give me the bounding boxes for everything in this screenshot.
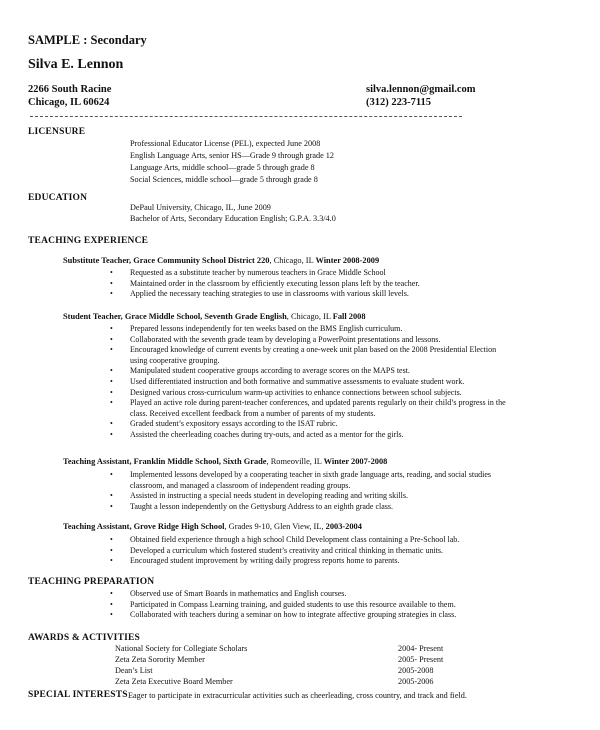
bullet-icon: • xyxy=(110,268,113,277)
award-dates: 2004- Present xyxy=(398,644,444,653)
bullet-icon: • xyxy=(110,556,113,566)
bullet-icon: • xyxy=(110,345,113,355)
list-item: • Developed a curriculum which fostered student’s creativity and critical thinking in thematic units. xyxy=(110,545,444,555)
list-item: • Assisted in instructing a special needs student in developing reading and writing skills. xyxy=(110,491,408,501)
list-item: • Observed use of Smart Boards in mathematics and English courses. xyxy=(110,589,347,598)
email: silva.lennon@gmail.com xyxy=(366,84,476,95)
job-role: Teaching Assistant, Franklin Middle School, Sixth Grade xyxy=(63,457,267,466)
bullet-icon: • xyxy=(110,289,113,299)
bullet-icon: • xyxy=(110,610,113,620)
award-dates: 2005-2008 xyxy=(398,666,434,675)
list-item: • Graded student’s expository essays according to the ISAT rubric. xyxy=(110,419,338,429)
list-item: • Assisted the cheerleading coaches during try-outs, and acted as a mentor for the girls. xyxy=(110,429,404,439)
list-item: classroom, and managed a classroom of independent reading groups. xyxy=(130,480,351,490)
licensure-line: English Language Arts, senior HS—Grade 9 through grade 12 xyxy=(130,151,334,160)
bullet-icon: • xyxy=(110,366,113,376)
award-dates: 2005-2006 xyxy=(398,677,434,686)
list-item: • Participated in Compass Learning training, and guided students to use this resource available to them. xyxy=(110,599,456,609)
list-item: • Taught a lesson independently on the Gettysburg Address to an eighth grade class. xyxy=(110,501,394,511)
list-item: • Collaborated with teachers during a seminar on how to integrate affective grouping strategies in class. xyxy=(110,610,457,620)
job-dates: Winter 2008-2009 xyxy=(315,256,380,265)
education-line: DePaul University, Chicago, IL, June 2009 xyxy=(130,203,271,212)
award-name: Zeta Zeta Executive Board Member xyxy=(115,677,233,686)
job-place: , Grades 9-10, Glen View, IL, xyxy=(224,522,326,531)
education-heading: EDUCATION xyxy=(28,193,88,203)
job-title xyxy=(63,457,387,466)
job-title xyxy=(63,256,379,265)
job-place: , Chicago, IL xyxy=(286,312,333,321)
preparation-bullets xyxy=(110,589,456,621)
bullet-icon: • xyxy=(110,599,113,609)
street-address: 2266 South Racine xyxy=(28,84,112,95)
licensure-heading: LICENSURE xyxy=(28,127,86,137)
job-role: Substitute Teacher, Grace Community School District 220 xyxy=(63,256,270,265)
bullet-icon: • xyxy=(110,324,113,333)
bullet-icon: • xyxy=(110,491,113,501)
bullet-icon: • xyxy=(110,545,113,555)
bullet-icon: • xyxy=(110,470,113,479)
teaching-experience-heading: TEACHING EXPERIENCE xyxy=(28,236,149,246)
bullet-icon: • xyxy=(110,429,113,439)
sample-label: SAMPLE : Secondary xyxy=(28,33,147,47)
awards-heading: AWARDS & ACTIVITIES xyxy=(28,633,141,643)
list-item: • Collaborated with the seventh grade team by developing a PowerPoint presentations and lessons. xyxy=(110,334,441,344)
job-bullets xyxy=(110,535,459,567)
phone: (312) 223-7115 xyxy=(366,97,432,108)
bullet-icon: • xyxy=(110,501,113,511)
bullet-icon: • xyxy=(110,387,113,397)
job-dates: Fall 2008 xyxy=(332,312,366,321)
bullet-icon: • xyxy=(110,419,113,429)
licensure-line: Language Arts, middle school—grade 5 through grade 8 xyxy=(130,163,315,172)
header-divider xyxy=(30,116,462,117)
list-item: • Used differentiated instruction and both formative and summative assessments to evaluate student work. xyxy=(110,376,465,386)
licensure-line: Professional Educator License (PEL), expected June 2008 xyxy=(130,139,321,148)
list-item: • Obtained field experience through a high school Child Development class containing a Pre-School lab. xyxy=(110,535,460,544)
list-item: • Played an active role during parent-teacher conferences, and updated parents regularly on their child’s progress in the xyxy=(110,398,506,408)
bullet-icon: • xyxy=(110,398,113,408)
applicant-name: Silva E. Lennon xyxy=(28,57,124,72)
job-role: Student Teacher, Grace Middle School, Seventh Grade English xyxy=(63,312,287,321)
list-item: • Prepared lessons independently for ten weeks based on the BMS English curriculum. xyxy=(110,324,403,333)
award-dates: 2005- Present xyxy=(398,655,444,664)
job-bullets xyxy=(110,268,420,300)
licensure-line: Social Sciences, middle school—grade 5 through grade 8 xyxy=(130,175,318,184)
job-title xyxy=(63,312,366,321)
education-line: Bachelor of Arts, Secondary Education English; G.P.A. 3.3/4.0 xyxy=(130,214,336,223)
list-item: • Requested as a substitute teacher by numerous teachers in Grace Middle School xyxy=(110,268,386,277)
job-place: , Romeoville, IL xyxy=(266,457,324,466)
list-item: • Implemented lessons developed by a cooperating teacher in sixth grade language arts, reading, and social studies xyxy=(110,470,491,479)
bullet-icon: • xyxy=(110,535,113,544)
list-item: • Designed various cross-curriculum warm-up activities to enhance connections between school subjects. xyxy=(110,387,462,397)
special-interests-heading: SPECIAL INTERESTS xyxy=(28,690,128,700)
job-dates: Winter 2007-2008 xyxy=(323,457,388,466)
bullet-icon: • xyxy=(110,376,113,386)
bullet-icon: • xyxy=(110,589,113,598)
award-name: National Society for Collegiate Scholars xyxy=(115,644,248,653)
award-name: Zeta Zeta Sorority Member xyxy=(115,655,205,664)
teaching-preparation-heading: TEACHING PREPARATION xyxy=(28,577,155,587)
bullet-icon: • xyxy=(110,278,113,288)
list-item: • Encouraged student improvement by writing daily progress reports home to parents. xyxy=(110,556,400,566)
job-bullets xyxy=(110,470,491,512)
job-bullets xyxy=(110,324,506,441)
job-title xyxy=(63,522,362,531)
list-item: • Maintained order in the classroom by efficiently executing lesson plans left by the teacher. xyxy=(110,278,420,288)
list-item: • Applied the necessary teaching strategies to use in classrooms with various skill levels. xyxy=(110,289,409,299)
special-interests-text: Eager to participate in extracurricular activities such as cheerleading, cross country, and track and field. xyxy=(128,691,467,700)
list-item: class. Received excellent feedback from a number of parents of my students. xyxy=(130,408,376,418)
job-dates: 2003-2004 xyxy=(325,522,362,531)
award-name: Dean’s List xyxy=(115,666,153,675)
job-place: , Chicago, IL xyxy=(269,256,316,265)
bullet-icon: • xyxy=(110,334,113,344)
city-address: Chicago, IL 60624 xyxy=(28,97,110,108)
list-item: • Manipulated student cooperative groups according to average scores on the MAPS test. xyxy=(110,366,410,376)
list-item: using cooperative grouping. xyxy=(130,355,220,365)
list-item: • Encouraged knowledge of current events by creating a one-week unit plan based on the 2008 Presidential Election xyxy=(110,345,497,355)
job-role: Teaching Assistant, Grove Ridge High School xyxy=(63,522,225,531)
